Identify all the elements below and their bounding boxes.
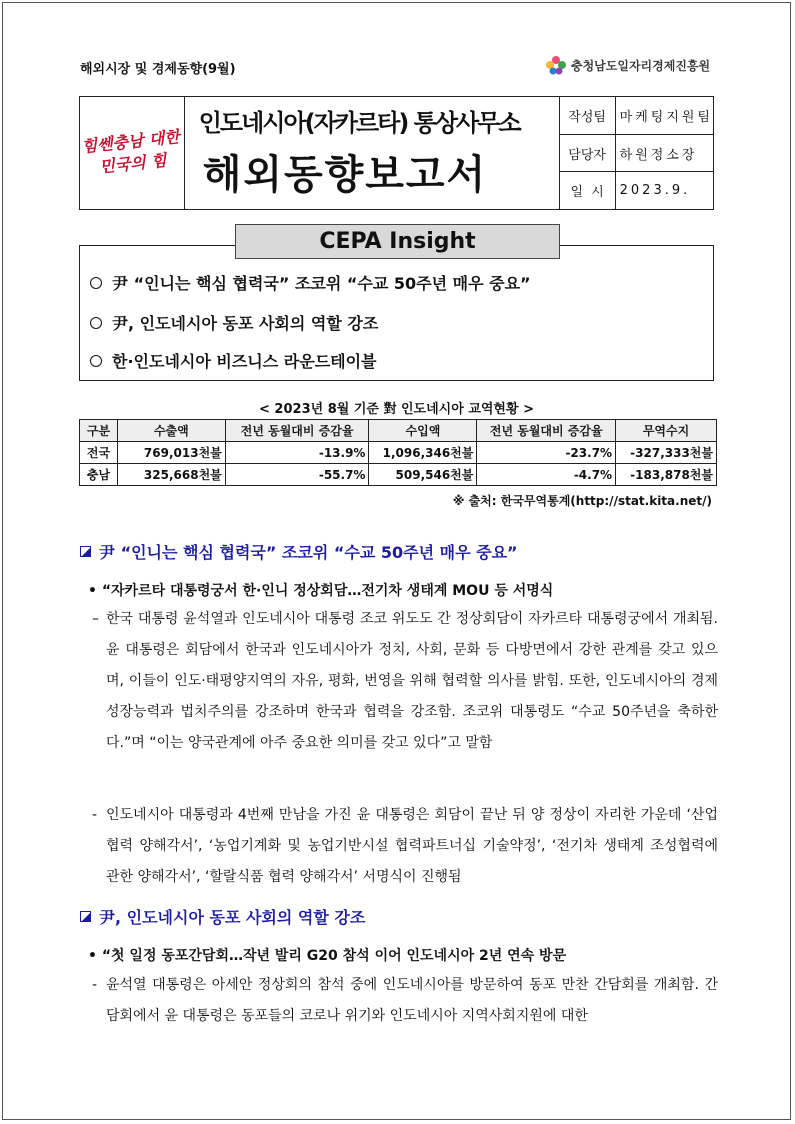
section-square-icon xyxy=(80,546,91,557)
section-heading xyxy=(80,905,365,928)
insight-item xyxy=(90,271,531,294)
section-heading-text: 尹, 인도네시아 동포 사회의 역할 강조 xyxy=(99,908,366,927)
insight-item xyxy=(90,311,378,334)
table-cell: -4.7% xyxy=(477,464,616,486)
table-cell: 1,096,346천불 xyxy=(369,442,477,464)
circle-bullet-icon xyxy=(90,355,102,367)
table-row xyxy=(80,442,717,464)
table-header: 수입액 xyxy=(369,420,477,442)
slogan-logo xyxy=(80,97,185,209)
paragraph-dash: - xyxy=(92,977,98,993)
circle-bullet-icon xyxy=(90,317,102,329)
paragraph-dash: – xyxy=(92,611,99,627)
meta-row xyxy=(560,135,713,173)
paragraph xyxy=(92,970,718,1032)
table-cell: -327,333천불 xyxy=(616,442,717,464)
report-title: 해외동향보고서 xyxy=(202,152,488,198)
table-cell: 325,668천불 xyxy=(117,464,225,486)
org-logo xyxy=(545,55,710,75)
meta-value: 2023.9. xyxy=(619,183,691,199)
paragraph xyxy=(92,604,718,759)
table-row xyxy=(80,464,717,486)
insight-item-text: 한·인도네시아 비즈니스 라운드테이블 xyxy=(112,352,377,371)
table-cell: -23.7% xyxy=(477,442,616,464)
table-cell: 769,013천불 xyxy=(117,442,225,464)
report-header xyxy=(79,96,714,210)
table-header: 수출액 xyxy=(117,420,225,442)
title-box xyxy=(185,97,560,209)
table-header: 무역수지 xyxy=(616,420,717,442)
meta-key: 일 시 xyxy=(560,172,616,209)
meta-key: 담당자 xyxy=(560,135,616,172)
meta-value: 마케팅지원팀 xyxy=(619,109,713,125)
meta-value: 하원정소장 xyxy=(619,147,698,163)
section-subheading: • “첫 일정 동포간담회…작년 발리 G20 참석 이어 인도네시아 2년 연속 방문 xyxy=(88,948,567,964)
table-cell: -183,878천불 xyxy=(616,464,717,486)
table-cell: -13.9% xyxy=(225,442,369,464)
office-title: 인도네시아(자카르타) 통상사무소 xyxy=(198,109,520,137)
table-source: ※ 출처: 한국무역통계(http://stat.kita.net/) xyxy=(452,494,712,508)
table-cell: 전국 xyxy=(80,442,118,464)
circle-bullet-icon xyxy=(90,277,102,289)
org-name: 충청남도일자리경제진흥원 xyxy=(571,58,711,73)
paragraph xyxy=(92,800,718,893)
insight-item-text: 尹 “인니는 핵심 협력국” 조코위 “수교 50주년 매우 중요” xyxy=(112,274,531,293)
table-header-row xyxy=(80,420,717,442)
section-heading xyxy=(80,540,518,563)
trade-table-title: < 2023년 8월 기준 對 인도네시아 교역현황 > xyxy=(259,402,534,417)
paragraph-dash: - xyxy=(92,807,98,823)
insight-item xyxy=(90,349,377,372)
insight-item-text: 尹, 인도네시아 동포 사회의 역할 강조 xyxy=(112,314,379,333)
section-square-icon xyxy=(80,911,91,922)
table-cell: -55.7% xyxy=(225,464,369,486)
meta-row xyxy=(560,97,713,135)
paragraph-text: 인도네시아 대통령과 4번째 만남을 가진 윤 대통령은 회담이 끝난 뒤 양 정상이 자리한 가운데 ‘산업협력 양해각서’, ‘농업기계화 및 농업기반시설 협력파트너십 기술약정’, ‘전기차 생태계 조성협력에 관한 양해각서’, ‘할랄식품 협력 양해각서’ 서명식이 진행됨 xyxy=(106,807,718,885)
table-header: 전년 동월대비 증감율 xyxy=(225,420,369,442)
meta-key: 작성팀 xyxy=(560,97,616,134)
meta-table xyxy=(560,97,713,209)
section-subheading: • “자카르타 대통령궁서 한·인니 정상회담…전기차 생태계 MOU 등 서명식 xyxy=(88,583,554,599)
paragraph-text: 윤석열 대통령은 아세안 정상회의 참석 중에 인도네시아를 방문하여 동포 만찬 간담회를 개최함. 간담회에서 윤 대통령은 동포들의 코로나 위기와 인도네시아 지역사회지원에 대한 xyxy=(106,977,718,1024)
paragraph-text: 한국 대통령 윤석열과 인도네시아 대통령 조코 위도도 간 정상회담이 자카르타 대통령궁에서 개최됨. 윤 대통령은 회담에서 한국과 인도네시아가 정치, 사회, 문화 등 다방면에서 강한 관계를 갖고 있으며, 이들이 인도·태평양지역의 자유, 평화, 번영을 위해 협력할 의사를 밝힘. 또한, 인도네시아의 경제성장능력과 법치주의를 강조하며 한국과 협력을 강조함. 조코위 대통령도 “수교 50주년을 축하한다.”며 “이는 양국관계에 아주 중요한 의미를 갖고 있다”고 말함 xyxy=(106,611,718,751)
meta-row xyxy=(560,172,713,209)
table-cell: 충남 xyxy=(80,464,118,486)
insight-title: CEPA Insight xyxy=(235,224,560,259)
table-header: 전년 동월대비 증감율 xyxy=(477,420,616,442)
table-cell: 509,546천불 xyxy=(369,464,477,486)
slogan-logo-text: 힘쎈충남 대한민국의 힘 xyxy=(80,126,181,177)
table-header: 구분 xyxy=(80,420,118,442)
insight-box xyxy=(79,245,714,381)
trade-table xyxy=(79,419,717,486)
series-label: 해외시장 및 경제동향(9월) xyxy=(80,62,236,77)
org-flower-icon xyxy=(545,55,567,75)
section-heading-text: 尹 “인니는 핵심 협력국” 조코위 “수교 50주년 매우 중요” xyxy=(99,543,518,562)
